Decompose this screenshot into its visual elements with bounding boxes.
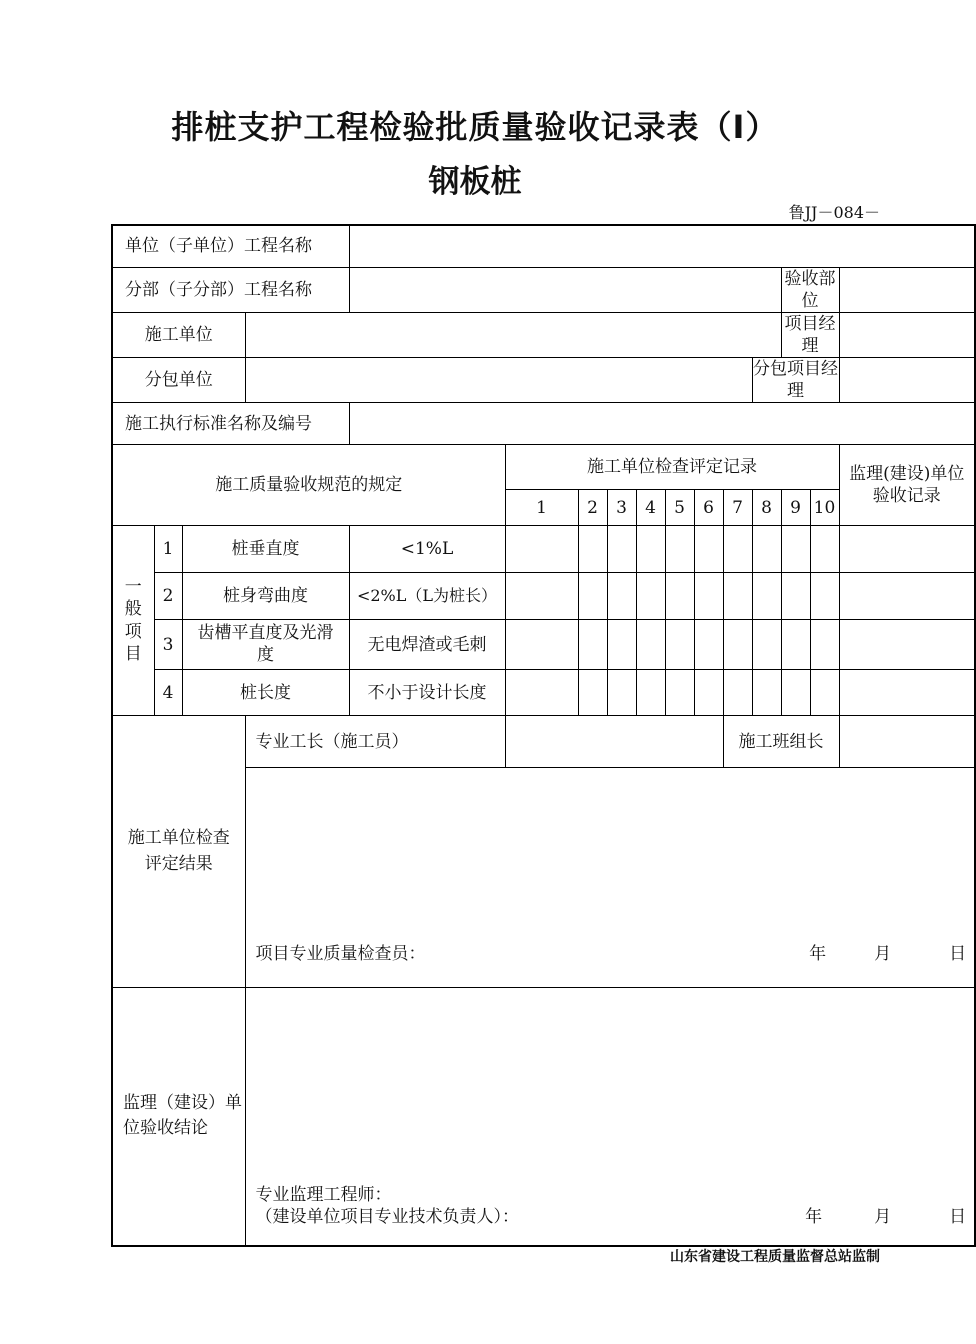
check-cell[interactable]: [665, 620, 694, 670]
check-cell[interactable]: [752, 620, 781, 670]
form-title: 排桩支护工程检验批质量验收记录表（Ⅰ）: [171, 108, 779, 146]
check-cell[interactable]: [810, 573, 839, 620]
date-year: 年: [809, 943, 827, 964]
col-number: 6: [694, 490, 723, 526]
supervision-cell[interactable]: [839, 573, 975, 620]
construction-unit-input[interactable]: [245, 312, 781, 357]
item-value: 无电焊渣或毛刺: [349, 620, 505, 670]
project-manager-label: 项目经理: [781, 312, 839, 357]
check-cell[interactable]: [505, 670, 578, 716]
check-cell[interactable]: [810, 526, 839, 573]
check-cell[interactable]: [752, 573, 781, 620]
check-cell[interactable]: [810, 620, 839, 670]
check-cell[interactable]: [578, 526, 607, 573]
form-code: 鲁JJ－084－: [788, 203, 880, 222]
project-manager-input[interactable]: [839, 312, 975, 357]
item-number: 1: [154, 526, 182, 573]
check-cell[interactable]: [578, 620, 607, 670]
team-leader-label: 施工班组长: [723, 716, 839, 768]
owner-label: （建设单位项目专业技术负责人）：: [255, 1207, 519, 1228]
check-cell[interactable]: [636, 620, 665, 670]
check-cell[interactable]: [694, 620, 723, 670]
col-number: 10: [810, 490, 839, 526]
supervision-conclusion-label: 监理（建设）单位验收结论: [112, 988, 245, 1246]
check-cell[interactable]: [781, 620, 810, 670]
check-cell[interactable]: [607, 573, 636, 620]
col-number: 2: [578, 490, 607, 526]
check-cell[interactable]: [781, 526, 810, 573]
unit-project-input[interactable]: [349, 225, 975, 267]
date-field: [805, 1206, 966, 1228]
check-cell[interactable]: [723, 620, 752, 670]
check-record-header: 施工单位检查评定记录: [505, 445, 839, 490]
check-cell[interactable]: [665, 670, 694, 716]
check-cell[interactable]: [607, 526, 636, 573]
check-cell[interactable]: [752, 526, 781, 573]
item-number: 2: [154, 573, 182, 620]
item-name: 桩垂直度: [182, 526, 349, 573]
col-number: 3: [607, 490, 636, 526]
check-cell[interactable]: [723, 526, 752, 573]
col-number: 5: [665, 490, 694, 526]
check-cell[interactable]: [665, 526, 694, 573]
check-cell[interactable]: [578, 670, 607, 716]
item-name: 桩身弯曲度: [182, 573, 349, 620]
check-cell[interactable]: [781, 573, 810, 620]
item-number: 3: [154, 620, 182, 670]
date-field: [809, 943, 966, 965]
check-cell[interactable]: [636, 573, 665, 620]
check-cell[interactable]: [810, 670, 839, 716]
check-cell[interactable]: [694, 573, 723, 620]
item-name: 桩长度: [182, 670, 349, 716]
standard-label: 施工执行标准名称及编号: [112, 403, 349, 445]
check-cell[interactable]: [505, 526, 578, 573]
check-cell[interactable]: [723, 573, 752, 620]
supervision-conclusion-area[interactable]: [245, 988, 975, 1246]
check-cell[interactable]: [578, 573, 607, 620]
form-subtitle: 钢板桩: [428, 164, 522, 200]
check-cell[interactable]: [781, 670, 810, 716]
check-cell[interactable]: [607, 670, 636, 716]
check-cell[interactable]: [505, 620, 578, 670]
foreman-label: 专业工长（施工员）: [245, 716, 505, 768]
col-number: 7: [723, 490, 752, 526]
standard-input[interactable]: [349, 403, 975, 445]
date-day: 日: [949, 1207, 967, 1228]
unit-project-label: 单位（子单位）工程名称: [112, 225, 349, 267]
item-number: 4: [154, 670, 182, 716]
date-month: 月: [874, 1207, 892, 1228]
acceptance-part-label: 验收部位: [781, 267, 839, 312]
col-number: 4: [636, 490, 665, 526]
acceptance-part-input[interactable]: [839, 267, 975, 312]
item-name: 齿槽平直度及光滑度: [182, 620, 349, 670]
sub-project-input[interactable]: [349, 267, 781, 312]
check-cell[interactable]: [723, 670, 752, 716]
check-cell[interactable]: [636, 670, 665, 716]
supervision-record-header: 监理(建设)单位验收记录: [839, 445, 975, 526]
team-leader-input[interactable]: [839, 716, 975, 768]
subcontract-unit-label: 分包单位: [112, 357, 245, 402]
general-items-label: 一般项目: [112, 526, 154, 716]
construction-unit-label: 施工单位: [112, 312, 245, 357]
check-cell[interactable]: [607, 620, 636, 670]
col-number: 1: [505, 490, 578, 526]
supervision-cell[interactable]: [839, 620, 975, 670]
subcontract-manager-label: 分包项目经理: [753, 358, 838, 401]
engineer-label: 专业监理工程师：: [255, 1185, 392, 1206]
construction-result-area[interactable]: [245, 768, 975, 988]
date-month: 月: [874, 943, 892, 964]
subcontract-manager-input[interactable]: [839, 357, 975, 402]
date-year: 年: [805, 1207, 823, 1228]
check-cell[interactable]: [752, 670, 781, 716]
item-value: <1%L: [349, 526, 505, 573]
check-cell[interactable]: [505, 573, 578, 620]
supervision-cell[interactable]: [839, 526, 975, 573]
check-cell[interactable]: [636, 526, 665, 573]
sub-project-label: 分部（子分部）工程名称: [112, 267, 349, 312]
item-value: <2%L（L为桩长）: [349, 573, 505, 620]
spec-header: 施工质量验收规范的规定: [112, 445, 505, 526]
subcontract-unit-input[interactable]: [245, 357, 752, 402]
date-day: 日: [949, 943, 967, 964]
check-cell[interactable]: [694, 526, 723, 573]
construction-result-label: 施工单位检查评定结果: [112, 716, 245, 988]
check-cell[interactable]: [694, 670, 723, 716]
inspector-label: 项目专业质量检查员：: [255, 943, 426, 964]
col-number: 9: [781, 490, 810, 526]
check-cell[interactable]: [665, 573, 694, 620]
foreman-input[interactable]: [505, 716, 723, 768]
footer-issuer: 山东省建设工程质量监督总站监制: [670, 1249, 880, 1265]
item-value: 不小于设计长度: [349, 670, 505, 716]
acceptance-form-table: [111, 224, 976, 1247]
supervision-cell[interactable]: [839, 670, 975, 716]
col-number: 8: [752, 490, 781, 526]
